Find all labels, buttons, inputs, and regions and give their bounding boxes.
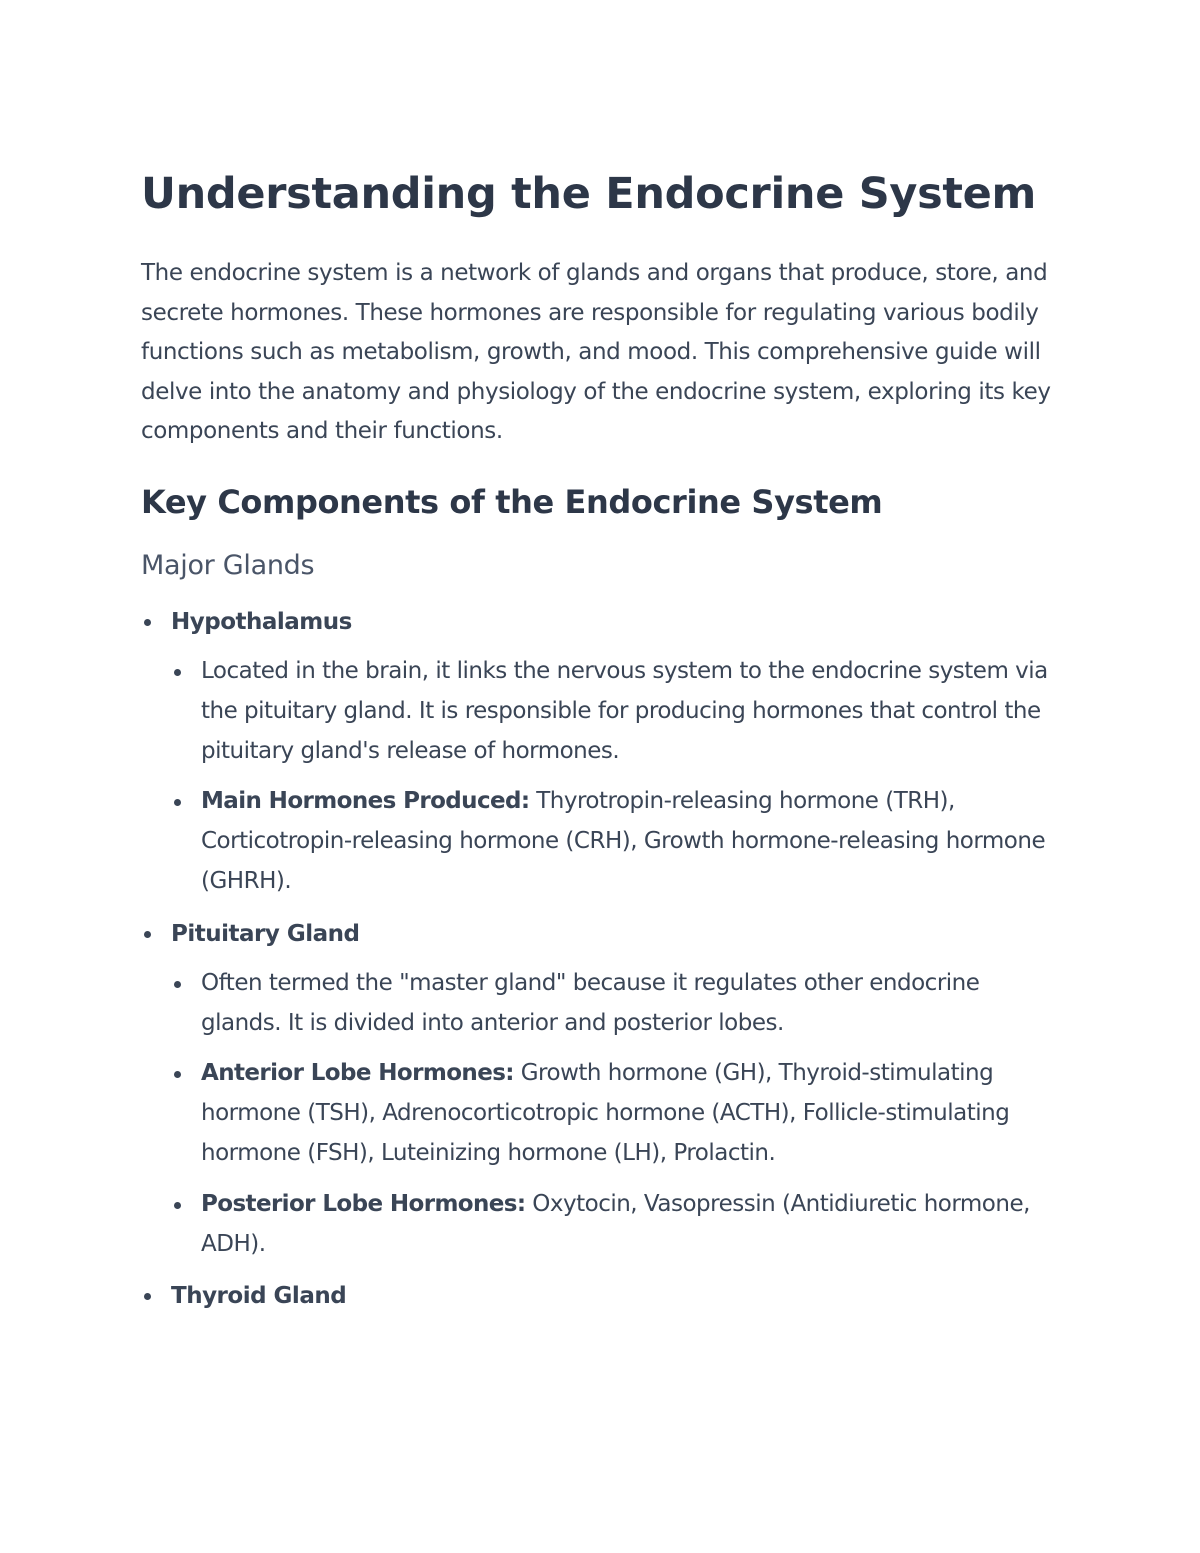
detail-list bbox=[171, 964, 1060, 1265]
gland-name: Hypothalamus bbox=[171, 608, 352, 635]
detail-label: Main Hormones Produced: bbox=[201, 788, 530, 815]
section-heading: Key Components of the Endocrine System bbox=[141, 482, 883, 521]
page-title: Understanding the Endocrine System bbox=[141, 169, 1037, 219]
list-item bbox=[171, 1054, 1060, 1173]
gland-name: Pituitary Gland bbox=[171, 920, 360, 947]
detail-list bbox=[171, 652, 1060, 902]
bullet-icon bbox=[174, 669, 181, 676]
list-item-pituitary-gland bbox=[141, 914, 1060, 1265]
detail-text: Oxytocin, Vasopressin (Antidiuretic hormone, ADH). bbox=[201, 1190, 1030, 1257]
gland-name: Thyroid Gland bbox=[171, 1283, 347, 1310]
bullet-icon bbox=[174, 1202, 181, 1209]
detail-label: Posterior Lobe Hormones: bbox=[201, 1190, 526, 1217]
detail-text: Thyrotropin-releasing hormone (TRH), Corticotropin-releasing hormone (CRH), Growth hormone-releasing hormone (GHRH). bbox=[201, 788, 1046, 894]
bullet-icon bbox=[144, 1293, 151, 1300]
bullet-icon bbox=[144, 931, 151, 938]
list-item-hypothalamus bbox=[141, 602, 1060, 902]
list-item-thyroid-gland bbox=[141, 1276, 1060, 1316]
bullet-icon bbox=[144, 619, 151, 626]
gland-list bbox=[141, 602, 1060, 1316]
list-item bbox=[171, 652, 1060, 771]
bullet-icon bbox=[174, 981, 181, 988]
subsection-heading: Major Glands bbox=[141, 549, 315, 581]
bullet-icon bbox=[174, 1071, 181, 1078]
detail-text: Located in the brain, it links the nervous system to the endocrine system via the pituitary gland. It is responsible for producing hormones that control the pituitary gland's release of hormones. bbox=[201, 657, 1048, 764]
list-item bbox=[171, 1185, 1060, 1265]
detail-text: Often termed the "master gland" because it regulates other endocrine glands. It is divided into anterior and posterior lobes. bbox=[201, 969, 980, 1036]
list-item bbox=[171, 782, 1060, 901]
detail-label: Anterior Lobe Hormones: bbox=[201, 1060, 514, 1087]
bullet-icon bbox=[174, 799, 181, 806]
detail-text: Growth hormone (GH), Thyroid-stimulating hormone (TSH), Adrenocorticotropic hormone (ACTH), Follicle-stimulating hormone (FSH), Luteinizing hormone (LH), Prolactin. bbox=[201, 1060, 1010, 1166]
list-item bbox=[171, 964, 1060, 1044]
intro-paragraph: The endocrine system is a network of glands and organs that produce, store, and secrete hormones. These hormones are responsible for regulating various bodily functions such as metabolism, growth, and mood. This comprehensive guide will delve into the anatomy and physiology of the endocrine system, exploring its key components and their functions. bbox=[141, 260, 1051, 445]
